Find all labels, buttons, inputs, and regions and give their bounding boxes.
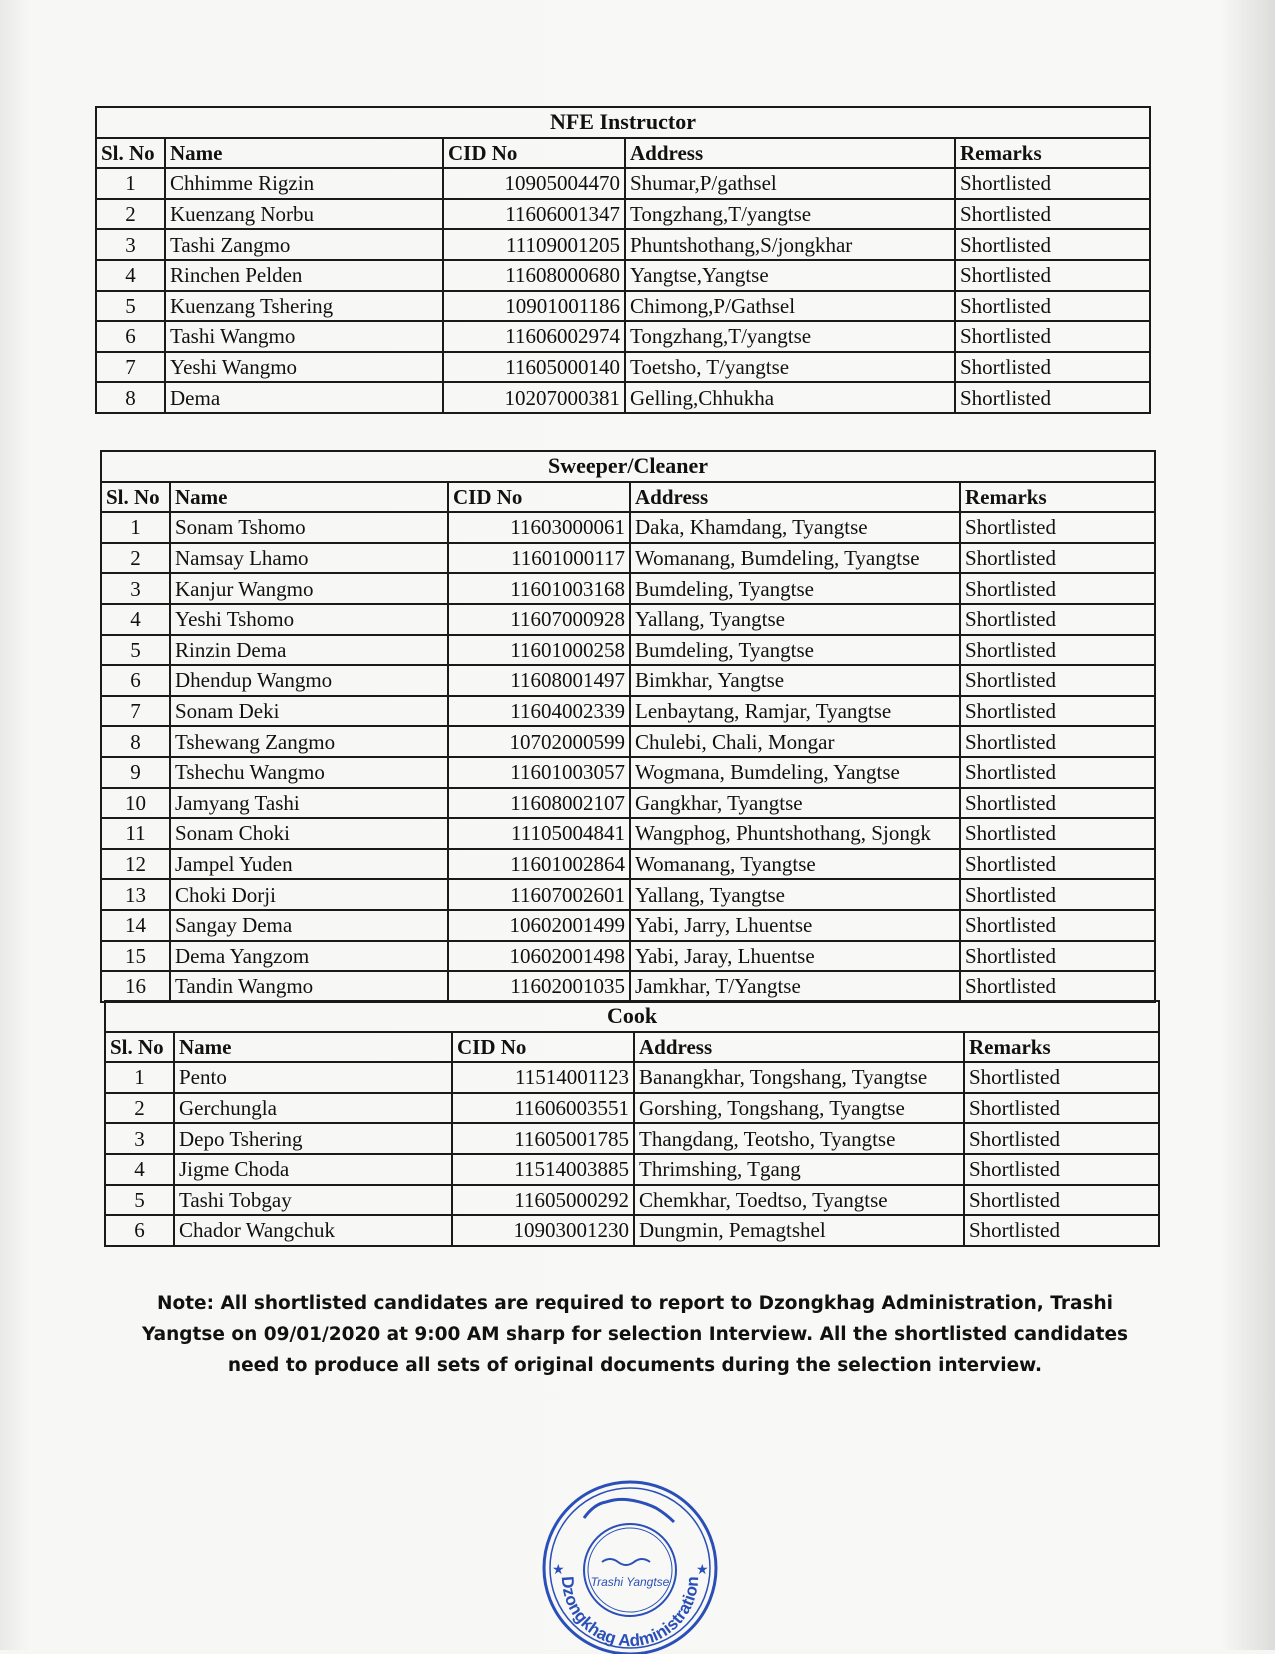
name-cell: Yeshi Tshomo	[170, 604, 448, 635]
name-cell: Yeshi Wangmo	[165, 352, 443, 383]
cid-no-cell: 11605000140	[443, 352, 625, 383]
column-header: Sl. No	[101, 482, 170, 513]
name-cell: Jampel Yuden	[170, 849, 448, 880]
cid-no-cell: 10903001230	[452, 1215, 634, 1246]
table-row	[101, 604, 1155, 635]
remarks-cell: Shortlisted	[955, 199, 1150, 230]
address-cell: Tongzhang,T/yangtse	[625, 199, 955, 230]
name-cell: Tashi Wangmo	[165, 321, 443, 352]
name-cell: Namsay Lhamo	[170, 543, 448, 574]
name-cell: Sonam Choki	[170, 818, 448, 849]
address-cell: Chemkhar, Toedtso, Tyangtse	[634, 1185, 964, 1216]
sl-no-cell: 3	[96, 229, 165, 260]
name-cell: Jigme Choda	[174, 1154, 452, 1185]
address-cell: Bumdeling, Tyangtse	[630, 573, 960, 604]
remarks-cell: Shortlisted	[960, 849, 1155, 880]
remarks-cell: Shortlisted	[960, 818, 1155, 849]
table-row	[105, 1185, 1159, 1216]
sweeper-cleaner-table	[100, 450, 1156, 1003]
cid-no-cell: 11514001123	[452, 1062, 634, 1093]
sl-no-cell: 7	[96, 352, 165, 383]
seal-ring-text: Dzongkhag Administration	[557, 1575, 703, 1651]
cid-no-cell: 10207000381	[443, 382, 625, 413]
header-row	[101, 482, 1155, 513]
address-cell: Yangtse,Yangtse	[625, 260, 955, 291]
seal-graphic	[544, 1482, 716, 1654]
address-cell: Banangkhar, Tongshang, Tyangtse	[634, 1062, 964, 1093]
seal-star-left: ★	[552, 1562, 565, 1578]
address-cell: Yabi, Jarry, Lhuentse	[630, 910, 960, 941]
table-row	[96, 291, 1150, 322]
table-row	[101, 757, 1155, 788]
column-header: Name	[174, 1032, 452, 1063]
address-cell: Lenbaytang, Ramjar, Tyangtse	[630, 696, 960, 727]
table-row	[101, 941, 1155, 972]
name-cell: Dema Yangzom	[170, 941, 448, 972]
remarks-cell: Shortlisted	[960, 604, 1155, 635]
cid-no-cell: 11607002601	[448, 879, 630, 910]
sl-no-cell: 10	[101, 788, 170, 819]
sl-no-cell: 12	[101, 849, 170, 880]
table-row	[101, 910, 1155, 941]
address-cell: Phuntshothang,S/jongkhar	[625, 229, 955, 260]
cid-no-cell: 11603000061	[448, 512, 630, 543]
column-header: CID No	[443, 138, 625, 169]
name-cell: Jamyang Tashi	[170, 788, 448, 819]
cid-no-cell: 11109001205	[443, 229, 625, 260]
column-header: Address	[634, 1032, 964, 1063]
cid-no-cell: 11604002339	[448, 696, 630, 727]
cid-no-cell: 11608000680	[443, 260, 625, 291]
cid-no-cell: 10602001499	[448, 910, 630, 941]
name-cell: Depo Tshering	[174, 1123, 452, 1154]
sweeper-cleaner-section	[100, 450, 1154, 1003]
address-cell: Chimong,P/Gathsel	[625, 291, 955, 322]
remarks-cell: Shortlisted	[955, 229, 1150, 260]
seal-center-text: Trashi Yangtse	[590, 1575, 670, 1589]
remarks-cell: Shortlisted	[960, 573, 1155, 604]
sl-no-cell: 4	[96, 260, 165, 291]
name-cell: Rinchen Pelden	[165, 260, 443, 291]
cid-no-cell: 11608002107	[448, 788, 630, 819]
table-body	[96, 168, 1150, 413]
name-cell: Tashi Tobgay	[174, 1185, 452, 1216]
table-row	[101, 543, 1155, 574]
table-row	[101, 818, 1155, 849]
table-row	[105, 1093, 1159, 1124]
column-header: Remarks	[964, 1032, 1159, 1063]
remarks-cell: Shortlisted	[960, 971, 1155, 1002]
address-cell: Thrimshing, Tgang	[634, 1154, 964, 1185]
cid-no-cell: 11606001347	[443, 199, 625, 230]
cid-no-cell: 11601000117	[448, 543, 630, 574]
section-title: Sweeper/Cleaner	[101, 451, 1155, 482]
sl-no-cell: 1	[101, 512, 170, 543]
cid-no-cell: 11606003551	[452, 1093, 634, 1124]
table-row	[101, 665, 1155, 696]
remarks-cell: Shortlisted	[964, 1185, 1159, 1216]
table-row	[105, 1123, 1159, 1154]
address-cell: Shumar,P/gathsel	[625, 168, 955, 199]
seal-script-center	[602, 1559, 650, 1565]
name-cell: Tashi Zangmo	[165, 229, 443, 260]
table-row	[96, 352, 1150, 383]
table-row	[101, 696, 1155, 727]
cid-no-cell: 10702000599	[448, 726, 630, 757]
cook-table	[104, 1000, 1160, 1247]
remarks-cell: Shortlisted	[955, 291, 1150, 322]
table-row	[105, 1215, 1159, 1246]
cid-no-cell: 10905004470	[443, 168, 625, 199]
name-cell: Tshechu Wangmo	[170, 757, 448, 788]
sl-no-cell: 13	[101, 879, 170, 910]
remarks-cell: Shortlisted	[960, 879, 1155, 910]
cid-no-cell: 11601002864	[448, 849, 630, 880]
sl-no-cell: 8	[96, 382, 165, 413]
table-row	[101, 849, 1155, 880]
header-row	[105, 1032, 1159, 1063]
column-header: Remarks	[955, 138, 1150, 169]
address-cell: Yallang, Tyangtse	[630, 879, 960, 910]
address-cell: Daka, Khamdang, Tyangtse	[630, 512, 960, 543]
address-cell: Chulebi, Chali, Mongar	[630, 726, 960, 757]
table-row	[96, 199, 1150, 230]
remarks-cell: Shortlisted	[955, 382, 1150, 413]
address-cell: Bimkhar, Yangtse	[630, 665, 960, 696]
cid-no-cell: 11601003168	[448, 573, 630, 604]
table-row	[101, 788, 1155, 819]
table-row	[105, 1154, 1159, 1185]
sl-no-cell: 2	[101, 543, 170, 574]
name-cell: Kuenzang Tshering	[165, 291, 443, 322]
sl-no-cell: 2	[96, 199, 165, 230]
remarks-cell: Shortlisted	[960, 665, 1155, 696]
address-cell: Gangkhar, Tyangtse	[630, 788, 960, 819]
name-cell: Chador Wangchuk	[174, 1215, 452, 1246]
remarks-cell: Shortlisted	[960, 512, 1155, 543]
column-header: Name	[170, 482, 448, 513]
table-row	[96, 321, 1150, 352]
name-cell: Kuenzang Norbu	[165, 199, 443, 230]
sl-no-cell: 3	[101, 573, 170, 604]
sl-no-cell: 1	[96, 168, 165, 199]
address-cell: Jamkhar, T/Yangtse	[630, 971, 960, 1002]
cid-no-cell: 11607000928	[448, 604, 630, 635]
seal-script-top	[584, 1499, 674, 1522]
sl-no-cell: 2	[105, 1093, 174, 1124]
sl-no-cell: 11	[101, 818, 170, 849]
remarks-cell: Shortlisted	[964, 1093, 1159, 1124]
sl-no-cell: 6	[96, 321, 165, 352]
column-header: CID No	[452, 1032, 634, 1063]
header-row	[96, 138, 1150, 169]
name-cell: Rinzin Dema	[170, 635, 448, 666]
name-cell: Tshewang Zangmo	[170, 726, 448, 757]
address-cell: Thangdang, Teotsho, Tyangtse	[634, 1123, 964, 1154]
sl-no-cell: 8	[101, 726, 170, 757]
table-row	[101, 512, 1155, 543]
section-title: Cook	[105, 1001, 1159, 1032]
name-cell: Dhendup Wangmo	[170, 665, 448, 696]
address-cell: Bumdeling, Tyangtse	[630, 635, 960, 666]
sl-no-cell: 14	[101, 910, 170, 941]
section-title: NFE Instructor	[96, 107, 1150, 138]
name-cell: Dema	[165, 382, 443, 413]
table-row	[101, 879, 1155, 910]
nfe-instructor-table	[95, 106, 1151, 414]
cid-no-cell: 11605001785	[452, 1123, 634, 1154]
cook-section	[104, 1000, 1158, 1247]
sl-no-cell: 7	[101, 696, 170, 727]
column-header: Sl. No	[96, 138, 165, 169]
remarks-cell: Shortlisted	[955, 168, 1150, 199]
column-header: Address	[630, 482, 960, 513]
remarks-cell: Shortlisted	[955, 321, 1150, 352]
table-row	[101, 635, 1155, 666]
remarks-cell: Shortlisted	[964, 1062, 1159, 1093]
cid-no-cell: 11601003057	[448, 757, 630, 788]
address-cell: Womanang, Bumdeling, Tyangtse	[630, 543, 960, 574]
sl-no-cell: 6	[105, 1215, 174, 1246]
cid-no-cell: 11605000292	[452, 1185, 634, 1216]
name-cell: Tandin Wangmo	[170, 971, 448, 1002]
sl-no-cell: 6	[101, 665, 170, 696]
sl-no-cell: 5	[105, 1185, 174, 1216]
name-cell: Kanjur Wangmo	[170, 573, 448, 604]
table-row	[96, 229, 1150, 260]
name-cell: Sangay Dema	[170, 910, 448, 941]
column-header: Address	[625, 138, 955, 169]
address-cell: Wangphog, Phuntshothang, Sjongk	[630, 818, 960, 849]
remarks-cell: Shortlisted	[955, 260, 1150, 291]
name-cell: Pento	[174, 1062, 452, 1093]
sl-no-cell: 15	[101, 941, 170, 972]
column-header: Sl. No	[105, 1032, 174, 1063]
name-cell: Chhimme Rigzin	[165, 168, 443, 199]
sl-no-cell: 16	[101, 971, 170, 1002]
sl-no-cell: 4	[101, 604, 170, 635]
table-row	[96, 260, 1150, 291]
column-header: Name	[165, 138, 443, 169]
address-cell: Toetsho, T/yangtse	[625, 352, 955, 383]
remarks-cell: Shortlisted	[964, 1154, 1159, 1185]
name-cell: Choki Dorji	[170, 879, 448, 910]
note-text: Note: All shortlisted candidates are required to report to Dzongkhag Administration, Trashi Yangtse on 09/01/2020 at 9:00 AM sharp for selection Interview. All the shortlisted candidates need to produce all sets of original documents during the selection interview.	[141, 1293, 1129, 1376]
address-cell: Gelling,Chhukha	[625, 382, 955, 413]
table-row	[96, 382, 1150, 413]
address-cell: Womanang, Tyangtse	[630, 849, 960, 880]
column-header: CID No	[448, 482, 630, 513]
remarks-cell: Shortlisted	[960, 696, 1155, 727]
cid-no-cell: 11601000258	[448, 635, 630, 666]
sl-no-cell: 9	[101, 757, 170, 788]
remarks-cell: Shortlisted	[960, 910, 1155, 941]
sl-no-cell: 5	[101, 635, 170, 666]
sl-no-cell: 3	[105, 1123, 174, 1154]
cid-no-cell: 11514003885	[452, 1154, 634, 1185]
table-row	[101, 573, 1155, 604]
remarks-cell: Shortlisted	[960, 941, 1155, 972]
remarks-cell: Shortlisted	[960, 757, 1155, 788]
address-cell: Tongzhang,T/yangtse	[625, 321, 955, 352]
address-cell: Yabi, Jaray, Lhuentse	[630, 941, 960, 972]
table-body	[105, 1062, 1159, 1246]
cid-no-cell: 11602001035	[448, 971, 630, 1002]
seal-star-right: ★	[696, 1562, 709, 1578]
dzongkhag-seal-stamp	[532, 1478, 728, 1654]
remarks-cell: Shortlisted	[960, 635, 1155, 666]
cid-no-cell: 11606002974	[443, 321, 625, 352]
cid-no-cell: 10901001186	[443, 291, 625, 322]
nfe-instructor-section	[95, 106, 1149, 414]
name-cell: Sonam Deki	[170, 696, 448, 727]
remarks-cell: Shortlisted	[964, 1123, 1159, 1154]
cid-no-cell: 10602001498	[448, 941, 630, 972]
remarks-cell: Shortlisted	[960, 788, 1155, 819]
remarks-cell: Shortlisted	[960, 543, 1155, 574]
address-cell: Wogmana, Bumdeling, Yangtse	[630, 757, 960, 788]
sl-no-cell: 5	[96, 291, 165, 322]
table-row	[101, 971, 1155, 1002]
cid-no-cell: 11105004841	[448, 818, 630, 849]
address-cell: Gorshing, Tongshang, Tyangtse	[634, 1093, 964, 1124]
table-row	[101, 726, 1155, 757]
table-body	[101, 512, 1155, 1002]
column-header: Remarks	[960, 482, 1155, 513]
remarks-cell: Shortlisted	[960, 726, 1155, 757]
sl-no-cell: 4	[105, 1154, 174, 1185]
address-cell: Dungmin, Pemagtshel	[634, 1215, 964, 1246]
name-cell: Sonam Tshomo	[170, 512, 448, 543]
name-cell: Gerchungla	[174, 1093, 452, 1124]
table-row	[105, 1062, 1159, 1093]
address-cell: Yallang, Tyangtse	[630, 604, 960, 635]
table-row	[96, 168, 1150, 199]
sl-no-cell: 1	[105, 1062, 174, 1093]
remarks-cell: Shortlisted	[955, 352, 1150, 383]
remarks-cell: Shortlisted	[964, 1215, 1159, 1246]
cid-no-cell: 11608001497	[448, 665, 630, 696]
